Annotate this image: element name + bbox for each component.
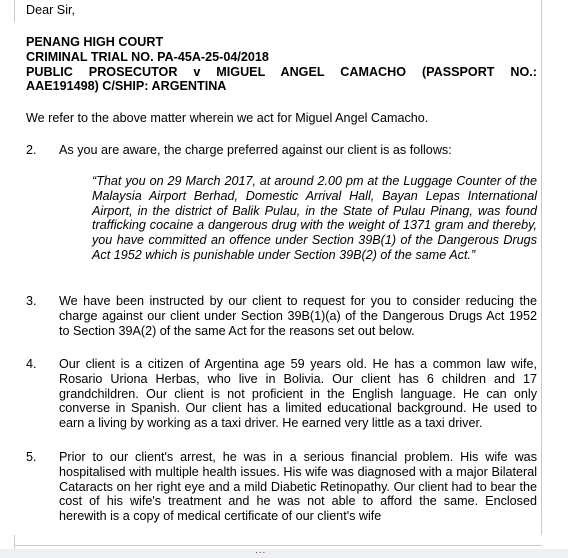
paragraph-text: Prior to our client's arrest, he was in a serious financial problem. His wife was hospitalised with multiple health issues. His wife was diagnosed with a major Bilateral Cataracts on her right eye and a mild Diabetic Retinopathy. Our client had to bear the cost of his wife's treatment and he was not able to afford the same. Enclosed herewith is a copy of medical certificate of our client's wife xyxy=(59,450,537,524)
salutation: Dear Sir, xyxy=(26,3,75,17)
paragraph-4 xyxy=(26,357,537,431)
case-parties-line-2: AAE191498) C/SHIP: ARGENTINA xyxy=(26,79,227,94)
paragraph-text: As you are aware, the charge preferred against our client is as follows: xyxy=(59,143,452,157)
page-bottom-edge xyxy=(14,545,542,546)
charge-quote: “That you on 29 March 2017, at around 2.00 pm at the Luggage Counter of the Malaysia Airport Berhad, Domestic Arrival Hall, Bayan Lepas International Airport, in the district of Balik Pulau, in the State of Pulau Pinang, was found trafficking cocaine a dangerous drug with the weight of 1371 gram and thereby, you have committed an offence under Section 39B(1) of the Dangerous Drugs Act 1952 which is punishable under Section 39B(2) of the same Act.” xyxy=(92,174,537,262)
paragraph-number: 3. xyxy=(26,294,37,308)
court-name: PENANG HIGH COURT xyxy=(26,35,164,49)
left-margin-guide-top xyxy=(14,0,15,22)
letter-heading xyxy=(26,35,537,94)
case-parties-line-1: PUBLIC PROSECUTOR v MIGUEL ANGEL CAMACHO (PASSPORT NO.: xyxy=(26,64,537,79)
paragraph-text: We have been instructed by our client to request for you to consider reducing the charge against our client under Section 39B(1)(a) of the Dangerous Drugs Act 1952 to Section 39A(2) of the same Act for the reasons set out below. xyxy=(59,294,537,338)
paragraph-number: 4. xyxy=(26,357,37,371)
paragraph-number: 5. xyxy=(26,450,37,464)
paragraph-number: 2. xyxy=(26,143,37,157)
page-gap xyxy=(0,549,568,558)
right-margin-guide xyxy=(541,0,542,535)
trial-number: CRIMINAL TRIAL NO. PA-45A-25-04/2018 xyxy=(26,49,269,64)
paragraph-2 xyxy=(26,143,537,158)
paragraph-text: Our client is a citizen of Argentina age 59 years old. He has a common law wife, Rosario Uriona Herbas, who live in Bolivia. Our client has 6 children and 17 grandchildren. Our client is not proficient in the English language. He can only converse in Spanish. Our client has a limited educational background. He used to earn a living by working as a taxi driver. He earned very little as a taxi driver. xyxy=(59,357,537,431)
paragraph-5 xyxy=(26,450,537,524)
page-break-marker[interactable]: ... xyxy=(255,545,267,556)
paragraph-3 xyxy=(26,294,537,338)
intro-paragraph: We refer to the above matter wherein we act for Miguel Angel Camacho. xyxy=(26,111,429,125)
